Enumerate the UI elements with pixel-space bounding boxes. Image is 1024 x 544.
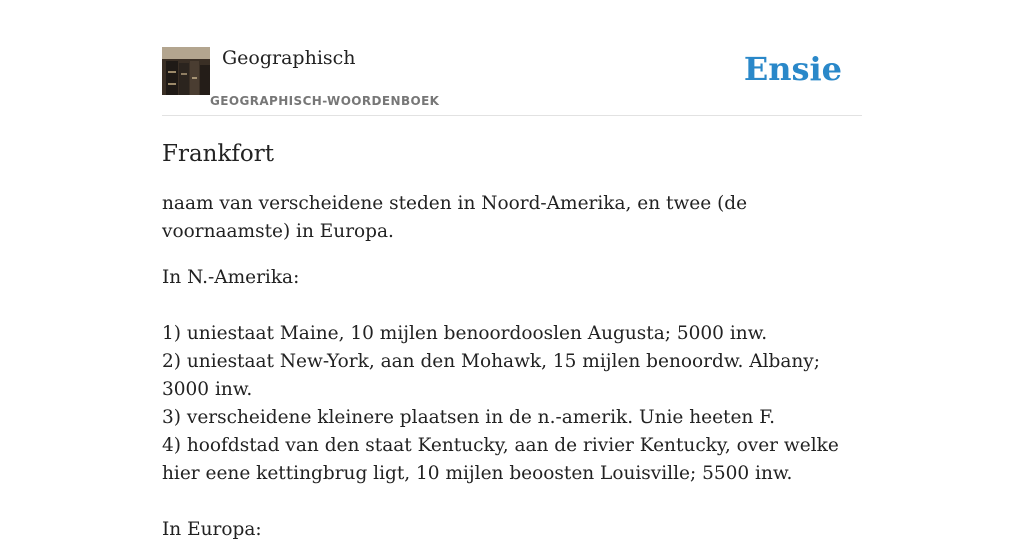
brand-logo[interactable]: Ensie <box>743 50 842 88</box>
entry-content <box>162 138 862 544</box>
list-item: 4) hoofdstad van den staat Kentucky, aan de rivier Kentucky, over welke hier eene kettingbrug ligt, 10 mijlen beoosten Louisville; 5500 inw. <box>162 435 839 484</box>
list-item: 1) uniestaat Maine, 10 mijlen benoordooslen Augusta; 5000 inw. <box>162 323 768 344</box>
book-slug[interactable]: GEOGRAPHISCH-WOORDENBOEK <box>210 94 440 108</box>
entry-intro: naam van verscheidene steden in Noord-Amerika, en twee (de voornaamste) in Europa. <box>162 193 748 242</box>
section-heading-europe: In Europa: <box>162 519 262 540</box>
entry-list <box>162 320 862 488</box>
book-title[interactable]: Geographisch <box>222 47 356 69</box>
avatar[interactable] <box>162 47 210 95</box>
section-heading-america: In N.-Amerika: <box>162 267 300 288</box>
book-spines-icon <box>162 47 210 95</box>
page-title: Frankfort <box>162 141 275 167</box>
header <box>162 0 862 116</box>
list-item: 3) verscheidene kleinere plaatsen in de n.-amerik. Unie heeten F. <box>162 407 776 428</box>
list-item: 2) uniestaat New-York, aan den Mohawk, 15 mijlen benoordw. Albany; 3000 inw. <box>162 351 820 400</box>
